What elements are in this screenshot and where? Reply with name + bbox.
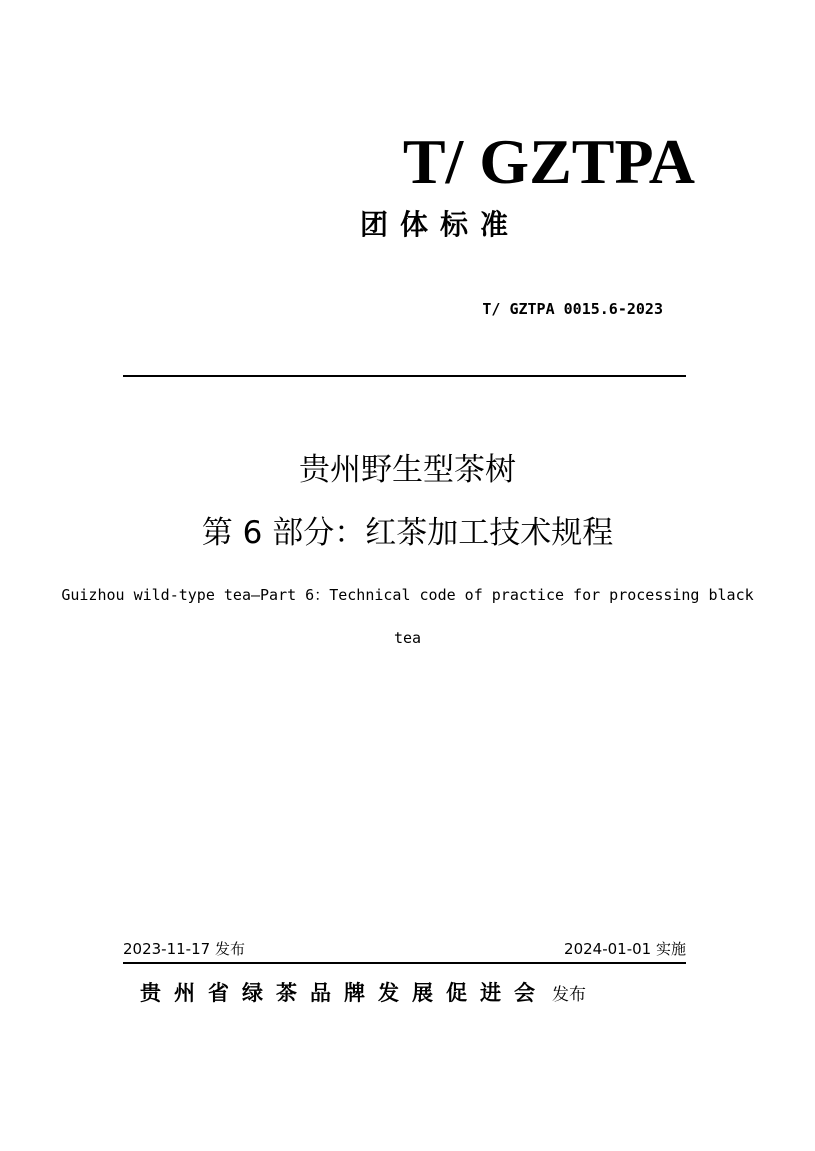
title-english: Guizhou wild-type tea—Part 6：Technical code of practice for processing black tea <box>61 586 754 647</box>
standard-code-heading: T/ GZTPA <box>402 126 695 197</box>
top-divider <box>123 375 686 377</box>
publisher-suffix: 发布 <box>552 985 586 1005</box>
issue-date: 2023-11-17 发布 <box>123 940 245 958</box>
title-chinese-part: 第 6 部分：红茶加工技术规程 <box>201 515 614 551</box>
implementation-date: 2024-01-01 实施 <box>564 940 686 958</box>
publisher-line <box>140 976 680 1012</box>
standard-number: T/ GZTPA 0015.6-2023 <box>482 300 663 318</box>
publisher-name: 贵州省绿茶品牌发展促进会 <box>140 981 548 1005</box>
date-row <box>123 936 686 962</box>
standard-type-label: 团体标准 <box>359 208 520 241</box>
title-chinese-main: 贵州野生型茶树 <box>299 452 516 488</box>
bottom-divider <box>123 962 686 964</box>
